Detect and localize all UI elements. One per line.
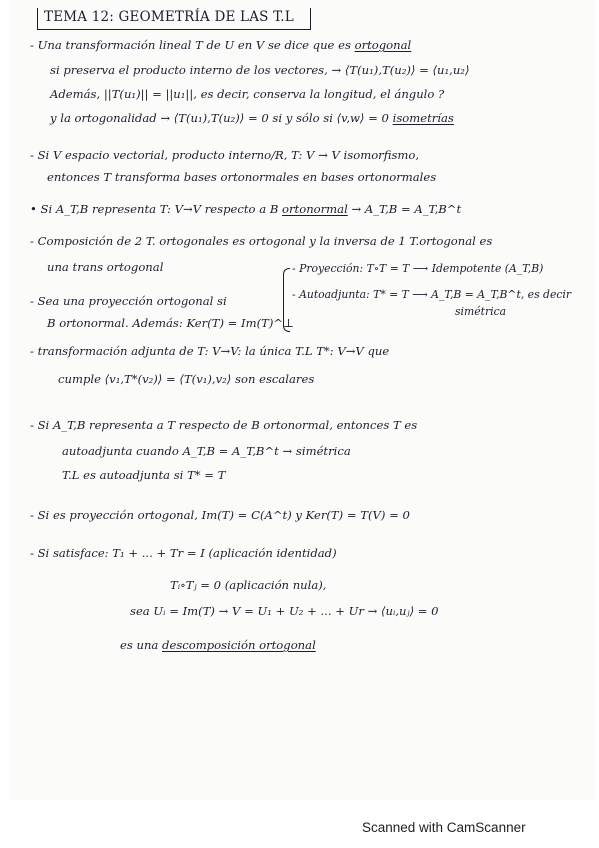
scanned-page bbox=[10, 0, 595, 800]
note-line: es una descomposición ortogonal bbox=[120, 638, 316, 652]
note-line: Tᵢ∘Tⱼ = 0 (aplicación nula), bbox=[170, 578, 327, 592]
note-line: una trans ortogonal bbox=[47, 260, 164, 274]
note-line: autoadjunta cuando A_T,B = A_T,B^t → simétrica bbox=[62, 444, 351, 458]
brace-bracket bbox=[283, 268, 290, 332]
note-line: - Una transformación lineal T de U en V se dice que es ortogonal bbox=[30, 38, 412, 52]
note-line: si preserva el producto interno de los vectores, → ⟨T(u₁),T(u₂)⟩ = ⟨u₁,u₂⟩ bbox=[50, 63, 470, 77]
note-line: simétrica bbox=[455, 305, 507, 318]
note-line: cumple ⟨v₁,T*(v₂)⟩ = ⟨T(v₁),v₂⟩ son escalares bbox=[58, 372, 315, 386]
note-line: - Composición de 2 T. ortogonales es ortogonal y la inversa de 1 T.ortogonal es bbox=[30, 234, 493, 248]
page-title: TEMA 12: GEOMETRÍA DE LAS T.L bbox=[44, 9, 294, 25]
note-line: y la ortogonalidad → ⟨T(u₁),T(u₂)⟩ = 0 si y sólo si ⟨v,w⟩ = 0 isometrías bbox=[50, 111, 454, 125]
note-line: - Proyección: T∘T = T ⟶ Idempotente (A_T,B) bbox=[292, 262, 544, 275]
note-line: • Si A_T,B representa T: V→V respecto a B ortonormal → A_T,B = A_T,B^t bbox=[30, 202, 462, 216]
note-line: Además, ||T(u₁)|| = ||u₁||, es decir, conserva la longitud, el ángulo ? bbox=[50, 87, 445, 101]
title-box bbox=[37, 8, 311, 30]
note-line: entonces T transforma bases ortonormales en bases ortonormales bbox=[47, 170, 437, 184]
note-line: B ortonormal. Además: Ker(T) = Im(T)^⊥ bbox=[47, 316, 295, 330]
note-line: - Autoadjunta: T* = T ⟶ A_T,B = A_T,B^t, es decir bbox=[292, 288, 572, 301]
note-line: - Si satisface: T₁ + ... + Tr = I (aplicación identidad) bbox=[30, 546, 337, 560]
note-line: - transformación adjunta de T: V→V: la única T.L T*: V→V que bbox=[30, 344, 390, 358]
note-line: - Si A_T,B representa a T respecto de B ortonormal, entonces T es bbox=[30, 418, 418, 432]
note-line: - Si V espacio vectorial, producto interno/R, T: V → V isomorfismo, bbox=[30, 148, 420, 162]
note-line: T.L es autoadjunta si T* = T bbox=[62, 468, 226, 482]
note-line: sea Uᵢ = Im(T) → V = U₁ + U₂ + ... + Ur → ⟨uᵢ,uⱼ⟩ = 0 bbox=[130, 604, 439, 618]
note-line: - Si es proyección ortogonal, Im(T) = C(A^t) y Ker(T) = T(V) = 0 bbox=[30, 508, 410, 522]
camscanner-watermark: Scanned with CamScanner bbox=[362, 820, 526, 835]
note-line: - Sea una proyección ortogonal si bbox=[30, 294, 227, 308]
